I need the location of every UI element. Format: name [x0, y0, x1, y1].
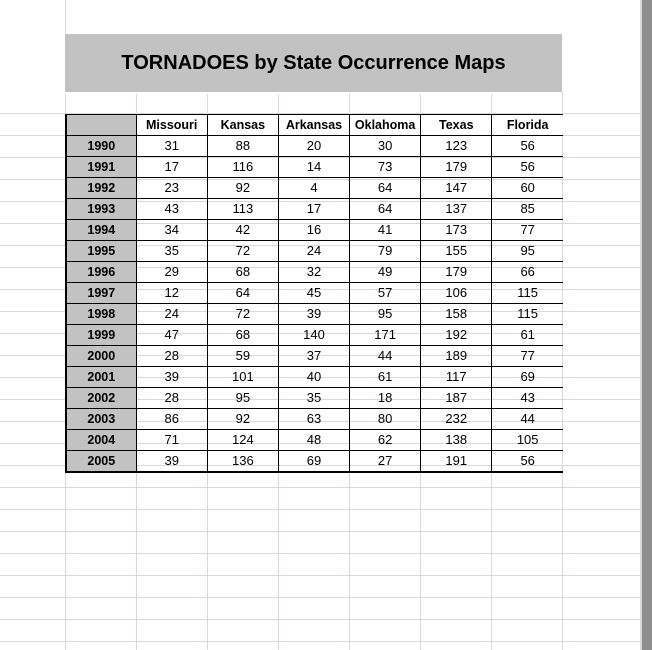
data-cell[interactable]: 44 [350, 346, 421, 367]
data-cell[interactable]: 39 [278, 304, 349, 325]
data-cell[interactable]: 80 [350, 409, 421, 430]
table-row [66, 136, 563, 157]
data-cell[interactable]: 77 [492, 346, 563, 367]
table-row [66, 304, 563, 325]
data-cell[interactable]: 63 [278, 409, 349, 430]
data-cell[interactable]: 179 [421, 262, 492, 283]
data-cell[interactable]: 39 [136, 451, 207, 473]
data-cell[interactable]: 73 [350, 157, 421, 178]
data-cell[interactable]: 31 [136, 136, 207, 157]
table-row [66, 220, 563, 241]
data-cell[interactable]: 173 [421, 220, 492, 241]
data-cell[interactable]: 68 [207, 325, 278, 346]
table-row [66, 283, 563, 304]
data-cell[interactable]: 12 [136, 283, 207, 304]
row-year-cell[interactable]: 2003 [66, 409, 136, 430]
data-cell[interactable]: 24 [136, 304, 207, 325]
data-cell[interactable]: 124 [207, 430, 278, 451]
data-cell[interactable]: 40 [278, 367, 349, 388]
table-row [66, 367, 563, 388]
data-cell[interactable]: 24 [278, 241, 349, 262]
row-year-cell[interactable]: 1997 [66, 283, 136, 304]
table-row [66, 409, 563, 430]
data-cell[interactable]: 27 [350, 451, 421, 473]
data-cell[interactable]: 79 [350, 241, 421, 262]
table-row [66, 325, 563, 346]
table-row [66, 199, 563, 220]
column-header[interactable]: Missouri [136, 115, 207, 136]
data-cell[interactable]: 35 [278, 388, 349, 409]
data-cell[interactable]: 16 [278, 220, 349, 241]
data-cell[interactable]: 30 [350, 136, 421, 157]
data-cell[interactable]: 113 [207, 199, 278, 220]
table-row [66, 178, 563, 199]
row-year-cell[interactable]: 2005 [66, 451, 136, 473]
data-cell[interactable]: 57 [350, 283, 421, 304]
data-cell[interactable]: 66 [492, 262, 563, 283]
row-year-cell[interactable]: 1998 [66, 304, 136, 325]
data-cell[interactable]: 179 [421, 157, 492, 178]
data-cell[interactable]: 88 [207, 136, 278, 157]
table-row [66, 157, 563, 178]
data-cell[interactable]: 72 [207, 304, 278, 325]
data-cell[interactable]: 77 [492, 220, 563, 241]
data-cell[interactable]: 20 [278, 136, 349, 157]
column-header[interactable]: Texas [421, 115, 492, 136]
data-cell[interactable]: 61 [492, 325, 563, 346]
data-cell[interactable]: 29 [136, 262, 207, 283]
table-row [66, 262, 563, 283]
data-cell[interactable]: 17 [136, 157, 207, 178]
data-cell[interactable]: 92 [207, 178, 278, 199]
data-cell[interactable]: 43 [136, 199, 207, 220]
data-cell[interactable]: 28 [136, 346, 207, 367]
data-cell[interactable]: 59 [207, 346, 278, 367]
left-column-area[interactable] [0, 0, 66, 650]
data-cell[interactable]: 138 [421, 430, 492, 451]
data-cell[interactable]: 106 [421, 283, 492, 304]
table-row [66, 430, 563, 451]
row-year-cell[interactable]: 1993 [66, 199, 136, 220]
data-cell[interactable]: 123 [421, 136, 492, 157]
data-cell[interactable]: 64 [350, 199, 421, 220]
data-cell[interactable]: 116 [207, 157, 278, 178]
data-cell[interactable]: 47 [136, 325, 207, 346]
data-cell[interactable]: 72 [207, 241, 278, 262]
data-cell[interactable]: 34 [136, 220, 207, 241]
data-cell[interactable]: 17 [278, 199, 349, 220]
data-cell[interactable]: 137 [421, 199, 492, 220]
data-cell[interactable]: 191 [421, 451, 492, 473]
table-row [66, 451, 563, 473]
column-header[interactable]: Kansas [207, 115, 278, 136]
row-year-cell[interactable]: 1996 [66, 262, 136, 283]
data-cell[interactable]: 44 [492, 409, 563, 430]
row-year-cell[interactable]: 1995 [66, 241, 136, 262]
window-right-edge [640, 0, 652, 650]
row-year-cell[interactable]: 1990 [66, 136, 136, 157]
table-row [66, 388, 563, 409]
data-cell[interactable]: 95 [492, 241, 563, 262]
data-cell[interactable]: 48 [278, 430, 349, 451]
data-cell[interactable]: 105 [492, 430, 563, 451]
data-cell[interactable]: 62 [350, 430, 421, 451]
data-cell[interactable]: 68 [207, 262, 278, 283]
data-cell[interactable]: 28 [136, 388, 207, 409]
data-cell[interactable]: 45 [278, 283, 349, 304]
data-cell[interactable]: 32 [278, 262, 349, 283]
data-cell[interactable]: 37 [278, 346, 349, 367]
data-cell[interactable]: 39 [136, 367, 207, 388]
data-cell[interactable]: 136 [207, 451, 278, 473]
data-cell[interactable]: 187 [421, 388, 492, 409]
sheet-title-cell[interactable] [65, 34, 562, 92]
data-cell[interactable]: 4 [278, 178, 349, 199]
data-cell[interactable]: 115 [492, 283, 563, 304]
row-year-cell[interactable]: 2001 [66, 367, 136, 388]
row-year-cell[interactable]: 1999 [66, 325, 136, 346]
sheet-title: TORNADOES by State Occurrence Maps [121, 51, 506, 74]
data-cell[interactable]: 69 [492, 367, 563, 388]
row-year-cell[interactable]: 1991 [66, 157, 136, 178]
row-year-cell[interactable]: 1994 [66, 220, 136, 241]
data-cell[interactable]: 18 [350, 388, 421, 409]
data-cell[interactable]: 49 [350, 262, 421, 283]
data-cell[interactable]: 71 [136, 430, 207, 451]
data-cell[interactable]: 60 [492, 178, 563, 199]
table-row [66, 346, 563, 367]
data-cell[interactable]: 147 [421, 178, 492, 199]
corner-cell[interactable] [66, 115, 136, 136]
data-cell[interactable]: 232 [421, 409, 492, 430]
column-header[interactable]: Arkansas [278, 115, 349, 136]
data-cell[interactable]: 92 [207, 409, 278, 430]
data-cell[interactable]: 35 [136, 241, 207, 262]
data-cell[interactable]: 189 [421, 346, 492, 367]
data-cell[interactable]: 64 [207, 283, 278, 304]
data-cell[interactable]: 56 [492, 157, 563, 178]
data-cell[interactable]: 61 [350, 367, 421, 388]
data-cell[interactable]: 192 [421, 325, 492, 346]
data-cell[interactable]: 42 [207, 220, 278, 241]
data-cell[interactable]: 41 [350, 220, 421, 241]
row-year-cell[interactable]: 2000 [66, 346, 136, 367]
data-cell[interactable]: 56 [492, 451, 563, 473]
data-cell[interactable]: 14 [278, 157, 349, 178]
data-cell[interactable]: 86 [136, 409, 207, 430]
data-cell[interactable]: 155 [421, 241, 492, 262]
data-cell[interactable]: 140 [278, 325, 349, 346]
row-year-cell[interactable]: 2002 [66, 388, 136, 409]
data-cell[interactable]: 56 [492, 136, 563, 157]
data-cell[interactable]: 95 [350, 304, 421, 325]
header-row [66, 115, 563, 136]
data-cell[interactable]: 101 [207, 367, 278, 388]
data-cell[interactable]: 117 [421, 367, 492, 388]
data-cell[interactable]: 85 [492, 199, 563, 220]
column-header[interactable]: Oklahoma [350, 115, 421, 136]
data-cell[interactable]: 64 [350, 178, 421, 199]
table-row [66, 241, 563, 262]
row-year-cell[interactable]: 2004 [66, 430, 136, 451]
tornado-data-table [65, 114, 563, 473]
data-cell[interactable]: 158 [421, 304, 492, 325]
data-cell[interactable]: 43 [492, 388, 563, 409]
data-cell[interactable]: 95 [207, 388, 278, 409]
column-header[interactable]: Florida [492, 115, 563, 136]
data-cell[interactable]: 23 [136, 178, 207, 199]
data-cell[interactable]: 171 [350, 325, 421, 346]
row-year-cell[interactable]: 1992 [66, 178, 136, 199]
data-cell[interactable]: 115 [492, 304, 563, 325]
data-cell[interactable]: 69 [278, 451, 349, 473]
